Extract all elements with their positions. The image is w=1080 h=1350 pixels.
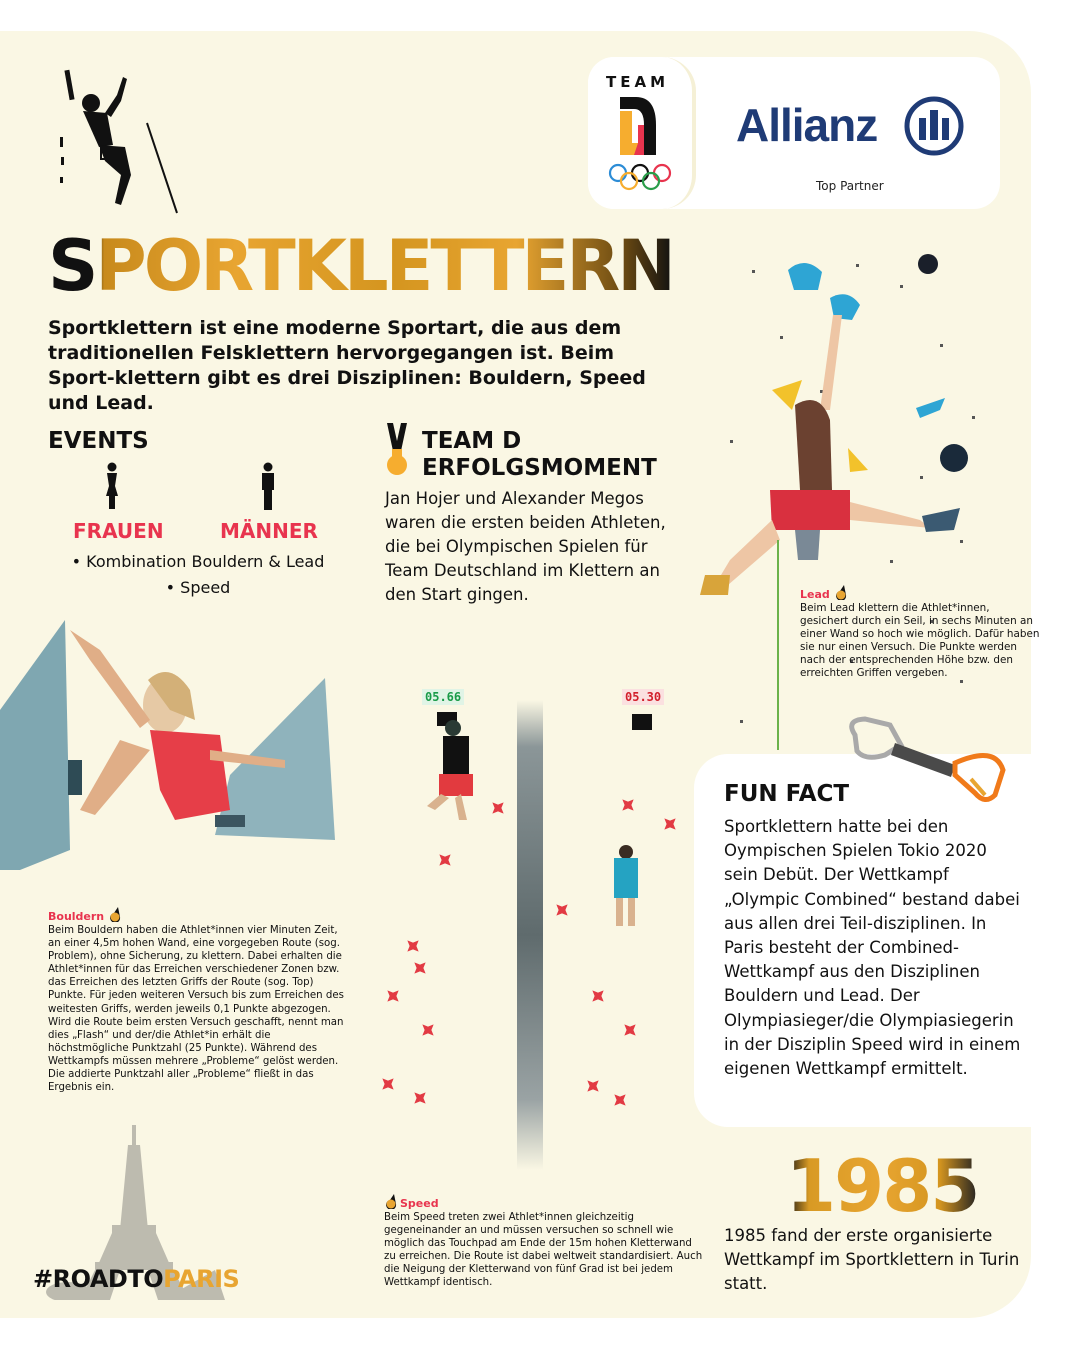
allianz-wordmark: Allianz xyxy=(736,99,878,151)
team-d-text: Jan Hojer und Alexander Megos waren die ersten beiden Athleten, die bei Olympischen Spielen für Team Deutschland im Klettern an den Start gingen. xyxy=(385,489,666,604)
event-item: • Kombination Bouldern & Lead xyxy=(71,552,325,571)
fun-fact-heading: FUN FACT xyxy=(724,781,850,807)
touchpad-right xyxy=(632,714,652,730)
speed-text: Beim Speed treten zwei Athlet*innen gleichzeitig gegeneinander an und müssen versuchen so schnell wie möglich das Touchpad am Ende der 15m hohen Kletterwand zu erreichen. Die Route ist dabei weltweit standardisiert. Auch die Neigung der Kletterwand von fünf Grad ist bei jedem Wettkampf identisch. xyxy=(384,1212,703,1289)
speed-timer-left: 05.66 xyxy=(422,689,464,705)
medal-icon xyxy=(385,423,409,479)
team-d-letter-icon xyxy=(616,97,660,157)
bouldern-heading: Bouldern xyxy=(48,910,105,923)
male-icon xyxy=(260,462,276,512)
drop-icon xyxy=(108,907,122,922)
top-partner-label: Top Partner xyxy=(816,179,884,193)
climber-silhouette-icon xyxy=(55,65,185,225)
year-fact-text: 1985 fand der erste organisierte Wettkampf im Sportklettern in Turin statt. xyxy=(724,1226,1020,1293)
bouldering-climber-image xyxy=(0,610,350,870)
bouldern-text: Beim Bouldern haben die Athlet*innen vier Minuten Zeit, an einer 4,5m hohen Wand, eine vorgegeben Route (sog. Problem), ohne Sicherung, zu klettern. Dabei erhalten die Athlet*innen für das Erreichen verschiedener Zonen bzw. das Erreichen des letzten Griffs der Route (sog. Top) Punkte. Für jeden weiteren Versuch bis zum Erreichen des weitesten Griffs, werden jeweils 0,1 Punkte abgezogen. Wird die Route beim ersten Versuch geschafft, nennt man dies „Flash“ und der/die Athlet*in erhält die höchstmögliche Punktzahl (25 Punkte). Während des Wettkampfs müssen mehrere „Probleme“ gelöst werden. Die addierte Punktzahl aller „Probleme“ fließt in das Ergebnis ein. xyxy=(48,925,344,1094)
men-label: MÄNNER xyxy=(220,519,318,543)
events-list xyxy=(58,549,338,601)
female-icon xyxy=(104,462,120,510)
carabiner-quickdraw-icon xyxy=(835,715,1010,805)
page-title: SPORTKLETTERN xyxy=(48,225,673,307)
allianz-eagle-icon xyxy=(904,96,964,156)
lead-text: Beim Lead klettern die Athlet*innen, gesichert durch ein Seil, in sechs Minuten an einer Wand so hoch wie möglich. Dafür haben sie nur einen Versuch. Die Punkte werden nach der entsprechenden Höhe bzw. den erreichten Griffen vergeben. xyxy=(800,602,1040,680)
women-label: FRAUEN xyxy=(73,519,164,543)
speed-heading: Speed xyxy=(400,1197,439,1210)
events-heading: EVENTS xyxy=(48,428,149,454)
speed-description xyxy=(384,1192,704,1290)
speed-climber-right-image xyxy=(600,842,650,932)
olympic-rings-icon xyxy=(608,162,672,192)
hashtag-roadtoparis: #ROADTOPARIS xyxy=(33,1265,240,1293)
year-highlight: 1985 xyxy=(786,1144,979,1228)
bouldern-description xyxy=(48,905,348,1094)
event-item: • Speed xyxy=(165,578,231,597)
speed-timer-right: 05.30 xyxy=(622,689,664,705)
fun-fact-text: Sportklettern hatte bei den Oympischen Spielen Tokio 2020 sein Debüt. Der Wettkampf „Olympic Combined“ bestand dabei aus allen drei Teil-disziplinen. In Paris besteht der Combined-Wettkampf aus den Disziplinen Bouldern und Lead. Der Olympiasieger/die Olympiasiegerin in der Disziplin Speed wird in einem eigenen Wettkampf ermittelt. xyxy=(724,817,1021,1079)
team-word: TEAM xyxy=(606,73,670,91)
speed-wall-divider xyxy=(517,700,543,1170)
lead-heading: Lead xyxy=(800,588,830,601)
intro-text: Sportklettern ist eine moderne Sportart, die aus dem traditionellen Felsklettern hervorgegangen ist. Beim Sport-klettern gibt es drei Disziplinen: Bouldern, Speed und Lead. xyxy=(48,317,646,414)
lead-description xyxy=(800,583,1040,681)
drop-icon xyxy=(834,585,848,600)
team-d-heading: TEAM D ERFOLGSMOMENT xyxy=(422,428,657,481)
speed-climber-left-image xyxy=(405,710,485,820)
drop-icon xyxy=(384,1194,398,1209)
